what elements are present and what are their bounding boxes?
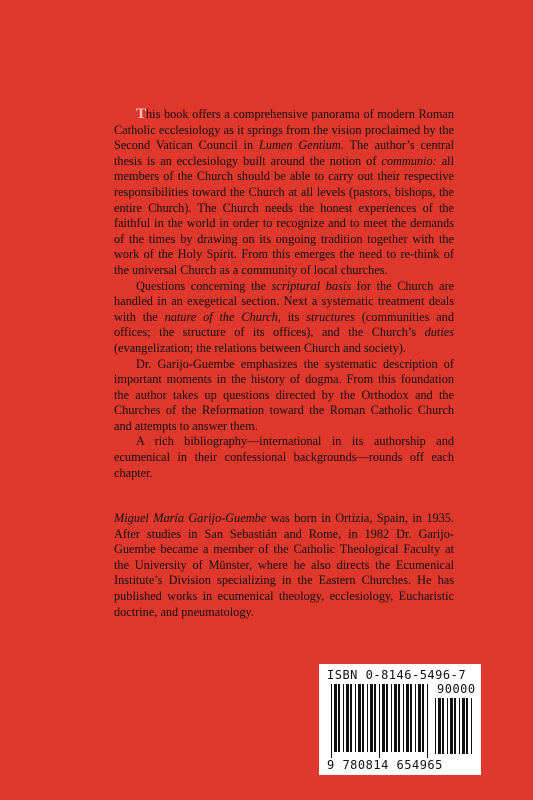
author-bio-text: was born in Ortizia, Spain, in 1935. After studies in San Sebastián and Rome, in 1982 Dr. Garijo-Guembe became a member of the Catholic Theological Faculty at the University of Münster, where he also directs the Ecumenical Institute’s Division specializing in the Eastern Churches. He has published works in ecumenical theology, ecclesiology, Eucharistic doctrine, and pneumatology. xyxy=(114,511,454,619)
blurb-paragraph-4: A rich bibliography—international in its authorship and ecumenical in their confessional backgrounds—rounds off each chapter. xyxy=(114,434,454,480)
ean-digits: 9 780814 654965 xyxy=(327,758,443,772)
blurb-text: all members of the Church should be able to carry out their respective responsibilities toward the Church at all levels (pastors, bishops, the entire Church). The Church needs the honest experiences of the faithful in the world in order to recognize and to meet the demands of the times by drawing on its ongoing tradition together with the work of the Holy Spirit. From this emerges the need to re-think of the universal Church as a community of local churches. xyxy=(114,153,454,277)
author-bio xyxy=(114,511,454,620)
blurb-text: (evangelization; the relations between Church and society). xyxy=(114,340,406,355)
blurb-emphasis: scriptural basis xyxy=(271,278,352,293)
blurb-text: his book offers a comprehensive panorama of modern Roman Catholic ecclesiology as it springs from the vision proclaimed by the Second Vatican Council in xyxy=(114,107,454,153)
ean-barcode-icon xyxy=(331,684,431,758)
blurb-emphasis: structures xyxy=(306,309,355,324)
blurb-text: The author’s central thesis is an ecclesiology built around the notion of xyxy=(114,138,454,168)
blurb-text: for the Church are handled in an exegetical section. Next a systematic treatment deals with the xyxy=(114,278,455,324)
blurb-text: Questions concerning the xyxy=(136,278,272,293)
author-name: Miguel María Garijo-Guembe xyxy=(114,511,267,525)
supplement-barcode-icon xyxy=(435,698,475,756)
blurb-paragraph-1 xyxy=(114,107,454,279)
isbn-label: ISBN 0-8146-5496-7 xyxy=(327,668,467,682)
blurb-paragraph-2 xyxy=(114,279,454,357)
drop-cap: T xyxy=(136,106,147,122)
blurb-text: (communities and offices; the structure of its offices), and the Church’s xyxy=(114,309,454,340)
barcode-panel xyxy=(319,664,481,775)
blurb-emphasis: nature of the Church, xyxy=(164,309,281,324)
blurb-emphasis: Lumen Gentium. xyxy=(259,138,344,153)
price-code: 90000 xyxy=(437,682,476,696)
cover-blurb xyxy=(114,107,454,481)
author-bio-paragraph xyxy=(114,511,454,620)
blurb-emphasis: duties xyxy=(424,325,454,340)
blurb-emphasis: communio: xyxy=(381,153,437,168)
blurb-text: its xyxy=(280,309,307,324)
blurb-paragraph-3: Dr. Garijo-Guembe emphasizes the systematic description of important moments in the history of dogma. From this foundation the author takes up questions directed by the Orthodox and the Churches of the Reformation toward the Roman Catholic Church and attempts to answer them. xyxy=(114,356,454,433)
